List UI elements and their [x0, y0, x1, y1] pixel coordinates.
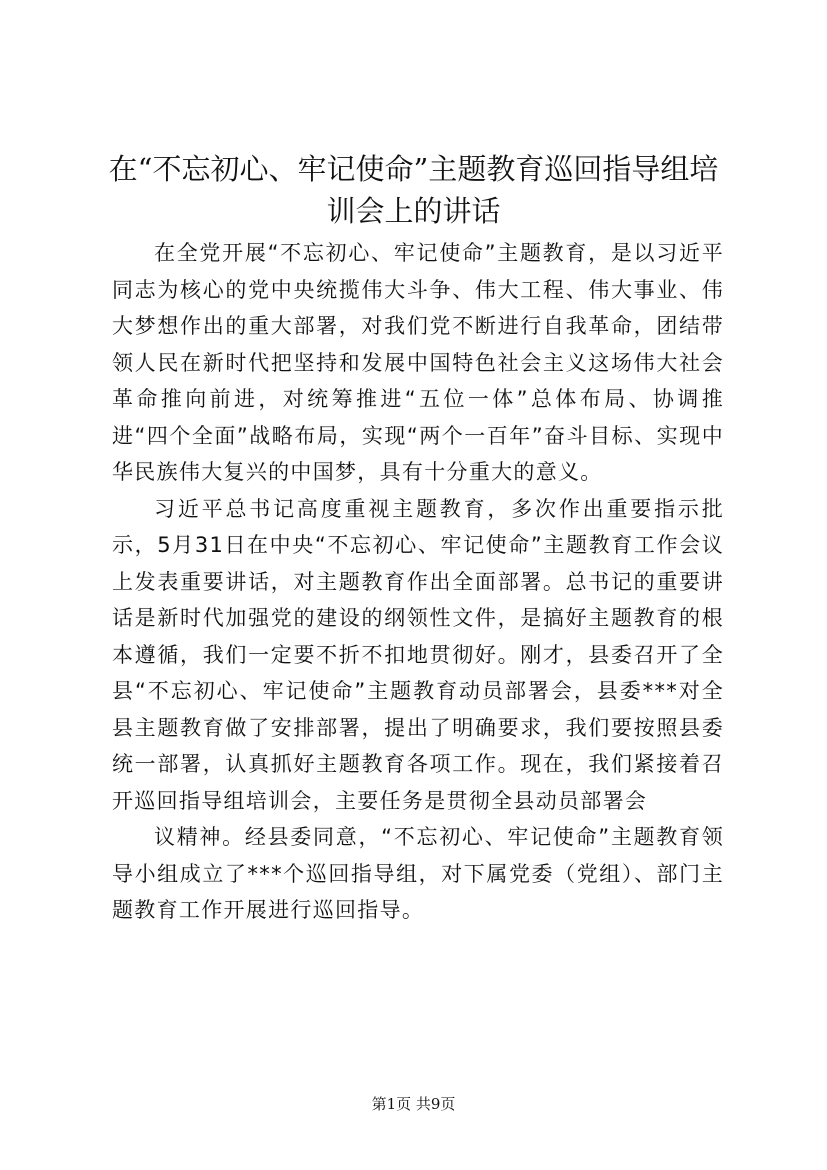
paragraph-2: 习近平总书记高度重视主题教育，多次作出重要指示批示，5月31日在中央“不忘初心、牢记使命”主题教育工作会议上发表重要讲话，对主题教育作出全面部署。总书记的重要讲话是新时代加强党的建设的纲领性文件，是搞好主题教育的根本遵循，我们一定要不折不扣地贯彻好。刚才，县委召开了全县“不忘初心、牢记使命”主题教育动员部署会，县委***对全县主题教育做了安排部署，提出了明确要求，我们要按照县委统一部署，认真抓好主题教育各项工作。现在，我们紧接着召开巡回指导组培训会，主要任务是贯彻全县动员部署会: [112, 496, 724, 813]
paragraph-1: 在全党开展“不忘初心、牢记使命”主题教育，是以习近平同志为核心的党中央统揽伟大斗争、伟大工程、伟大事业、伟大梦想作出的重大部署，对我们党不断进行自我革命，团结带领人民在新时代把坚持和发展中国特色社会主义这场伟大社会革命推向前进，对统筹推进“五位一体”总体布局、协调推进“四个全面”战略布局，实现“两个一百年”奋斗目标、实现中华民族伟大复兴的中国梦，具有十分重大的意义。: [112, 241, 724, 484]
document-body: [112, 235, 724, 929]
paragraph-3: 议精神。经县委同意，“不忘初心、牢记使命”主题教育领导小组成立了***个巡回指导组，对下属党委（党组）、部门主题教育工作开展进行巡回指导。: [112, 825, 724, 922]
document-title: 在“不忘初心、牢记使命”主题教育巡回指导组培训会上的讲话: [108, 152, 719, 228]
page-number-footer: 第1页 共9页: [371, 1095, 456, 1113]
